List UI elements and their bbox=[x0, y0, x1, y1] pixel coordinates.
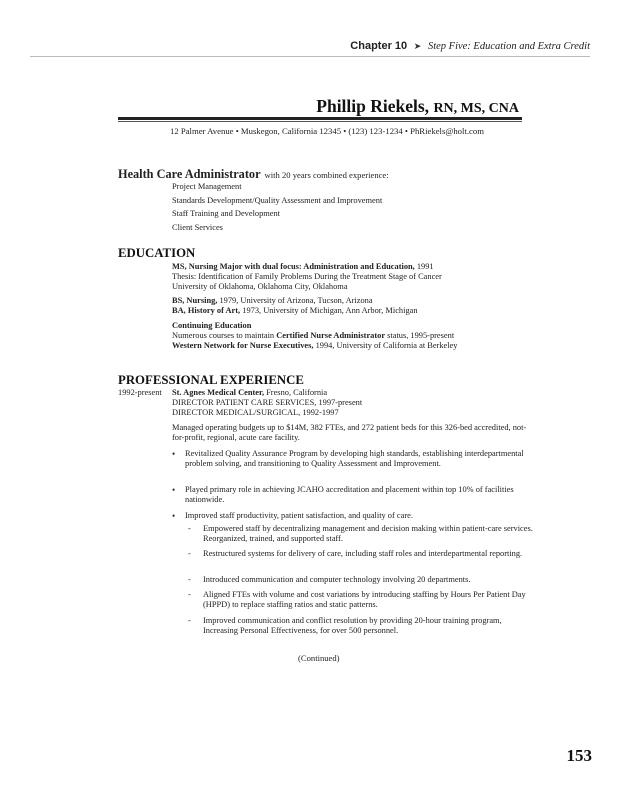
employer-name: St. Agnes Medical Center, bbox=[172, 388, 265, 397]
bullet-text: Revitalized Quality Assurance Program by developing high standards, establishing interdepartmental problem solving, and transitioning to Quality Assessment and Improvement. bbox=[185, 449, 524, 469]
sub-bullet-text: Empowered staff by decentralizing management and decision making within patient-care services. Reorganized, trained, and supported staff. bbox=[203, 524, 533, 544]
continued-note: (Continued) bbox=[298, 653, 340, 663]
bs-details: 1979, University of Arizona, Tucson, Arizona bbox=[219, 296, 373, 305]
ms-year: 1991 bbox=[416, 262, 434, 271]
running-header bbox=[350, 40, 590, 52]
bullet-text: Played primary role in achieving JCAHO accreditation and placement within top 10% of facilities nationwide. bbox=[185, 485, 514, 505]
name-rule-thin bbox=[118, 121, 522, 122]
sub-bullet-text: Restructured systems for delivery of care, including staff roles and interdepartmental reporting. bbox=[203, 549, 523, 558]
summary-subtitle: with 20 years combined experience: bbox=[264, 170, 389, 180]
ba-details: 1973, University of Michigan, Ann Arbor, Michigan bbox=[242, 306, 418, 315]
experience-heading: PROFESSIONAL EXPERIENCE bbox=[118, 373, 304, 387]
employer-location: Fresno, California bbox=[266, 388, 328, 397]
arrow-icon: ➤ bbox=[413, 41, 422, 51]
resume-name bbox=[316, 96, 519, 117]
sub-bullet-item bbox=[188, 549, 538, 559]
education-heading: EDUCATION bbox=[118, 246, 196, 260]
contact-line: 12 Palmer Avenue • Muskegon, California 12345 • (123) 123-1234 • PhRiekels@holt.com bbox=[170, 126, 484, 136]
credentials-text: RN, MS, CNA bbox=[433, 101, 519, 116]
summary-list bbox=[172, 180, 382, 234]
undergrad-block bbox=[172, 296, 418, 316]
list-item: Project Management bbox=[172, 182, 242, 191]
list-item: Standards Development/Quality Assessment and Improvement bbox=[172, 195, 383, 205]
name-rule bbox=[118, 117, 522, 120]
employer-block bbox=[172, 388, 362, 418]
ms-degree-block bbox=[172, 262, 442, 292]
bs-degree: BS, Nursing, bbox=[172, 296, 218, 305]
ce-line1-a: Numerous courses to maintain bbox=[172, 331, 275, 340]
ce-line1-b: Certified Nurse Administrator bbox=[276, 331, 386, 340]
bullet-icon: • bbox=[172, 511, 176, 521]
ce-title: Continuing Education bbox=[172, 321, 252, 330]
dash-icon: - bbox=[188, 590, 191, 599]
sub-bullet-item bbox=[188, 590, 538, 610]
dash-icon: - bbox=[188, 616, 191, 625]
bullet-item bbox=[172, 511, 537, 521]
ce-line1-c: status, 1995-present bbox=[387, 331, 455, 340]
ce-line2-a: Western Network for Nurse Executives, bbox=[172, 341, 314, 350]
sub-bullet-item bbox=[188, 575, 538, 585]
bullet-item bbox=[172, 449, 537, 469]
chapter-label: Chapter 10 bbox=[350, 40, 408, 52]
sub-bullet-item bbox=[188, 616, 538, 636]
chapter-subtitle: Step Five: Education and Extra Credit bbox=[427, 41, 590, 52]
name-text: Phillip Riekels, bbox=[316, 96, 430, 116]
bullet-icon: • bbox=[172, 485, 176, 495]
page-number: 153 bbox=[566, 746, 592, 765]
job-title: DIRECTOR MEDICAL/SURGICAL, 1992-1997 bbox=[172, 408, 339, 417]
sub-bullet-text: Improved communication and conflict resolution by providing 20-hour training program, Increasing Personal Effectiveness, for over 500 personnel. bbox=[203, 616, 502, 636]
dash-icon: - bbox=[188, 524, 191, 533]
ba-degree: BA, History of Art, bbox=[172, 306, 241, 315]
bullet-item bbox=[172, 485, 537, 505]
employment-dates: 1992-present bbox=[118, 388, 162, 397]
summary-title: Health Care Administrator bbox=[118, 167, 261, 181]
sub-bullet-item bbox=[188, 524, 538, 544]
bullet-text: Improved staff productivity, patient satisfaction, and quality of care. bbox=[185, 511, 413, 520]
ce-line2-b: 1994, University of California at Berkeley bbox=[315, 341, 458, 350]
sub-bullet-text: Introduced communication and computer technology involving 20 departments. bbox=[203, 575, 471, 584]
job-title: DIRECTOR PATIENT CARE SERVICES, 1997-present bbox=[172, 398, 363, 407]
header-rule bbox=[30, 56, 590, 57]
dash-icon: - bbox=[188, 549, 191, 558]
list-item: Client Services bbox=[172, 222, 223, 232]
list-item: Staff Training and Development bbox=[172, 209, 281, 218]
ms-degree: MS, Nursing Major with dual focus: Administration and Education, bbox=[172, 262, 415, 271]
dash-icon: - bbox=[188, 575, 191, 584]
ms-school: University of Oklahoma, Oklahoma City, Oklahoma bbox=[172, 282, 348, 291]
bullet-icon: • bbox=[172, 449, 176, 459]
continuing-education-block bbox=[172, 321, 457, 351]
job-summary: Managed operating budgets up to $14M, 382 FTEs, and 272 patient beds for this 326-bed accredited, not-for-profit, regional, acute care facility. bbox=[172, 423, 527, 442]
ms-thesis: Thesis: Identification of Family Problems During the Treatment Stage of Cancer bbox=[172, 272, 442, 281]
sub-bullet-text: Aligned FTEs with volume and cost variations by introducing staffing by Hours Per Patient Day (HPPD) to replace staffing ratios and static patterns. bbox=[203, 590, 526, 610]
